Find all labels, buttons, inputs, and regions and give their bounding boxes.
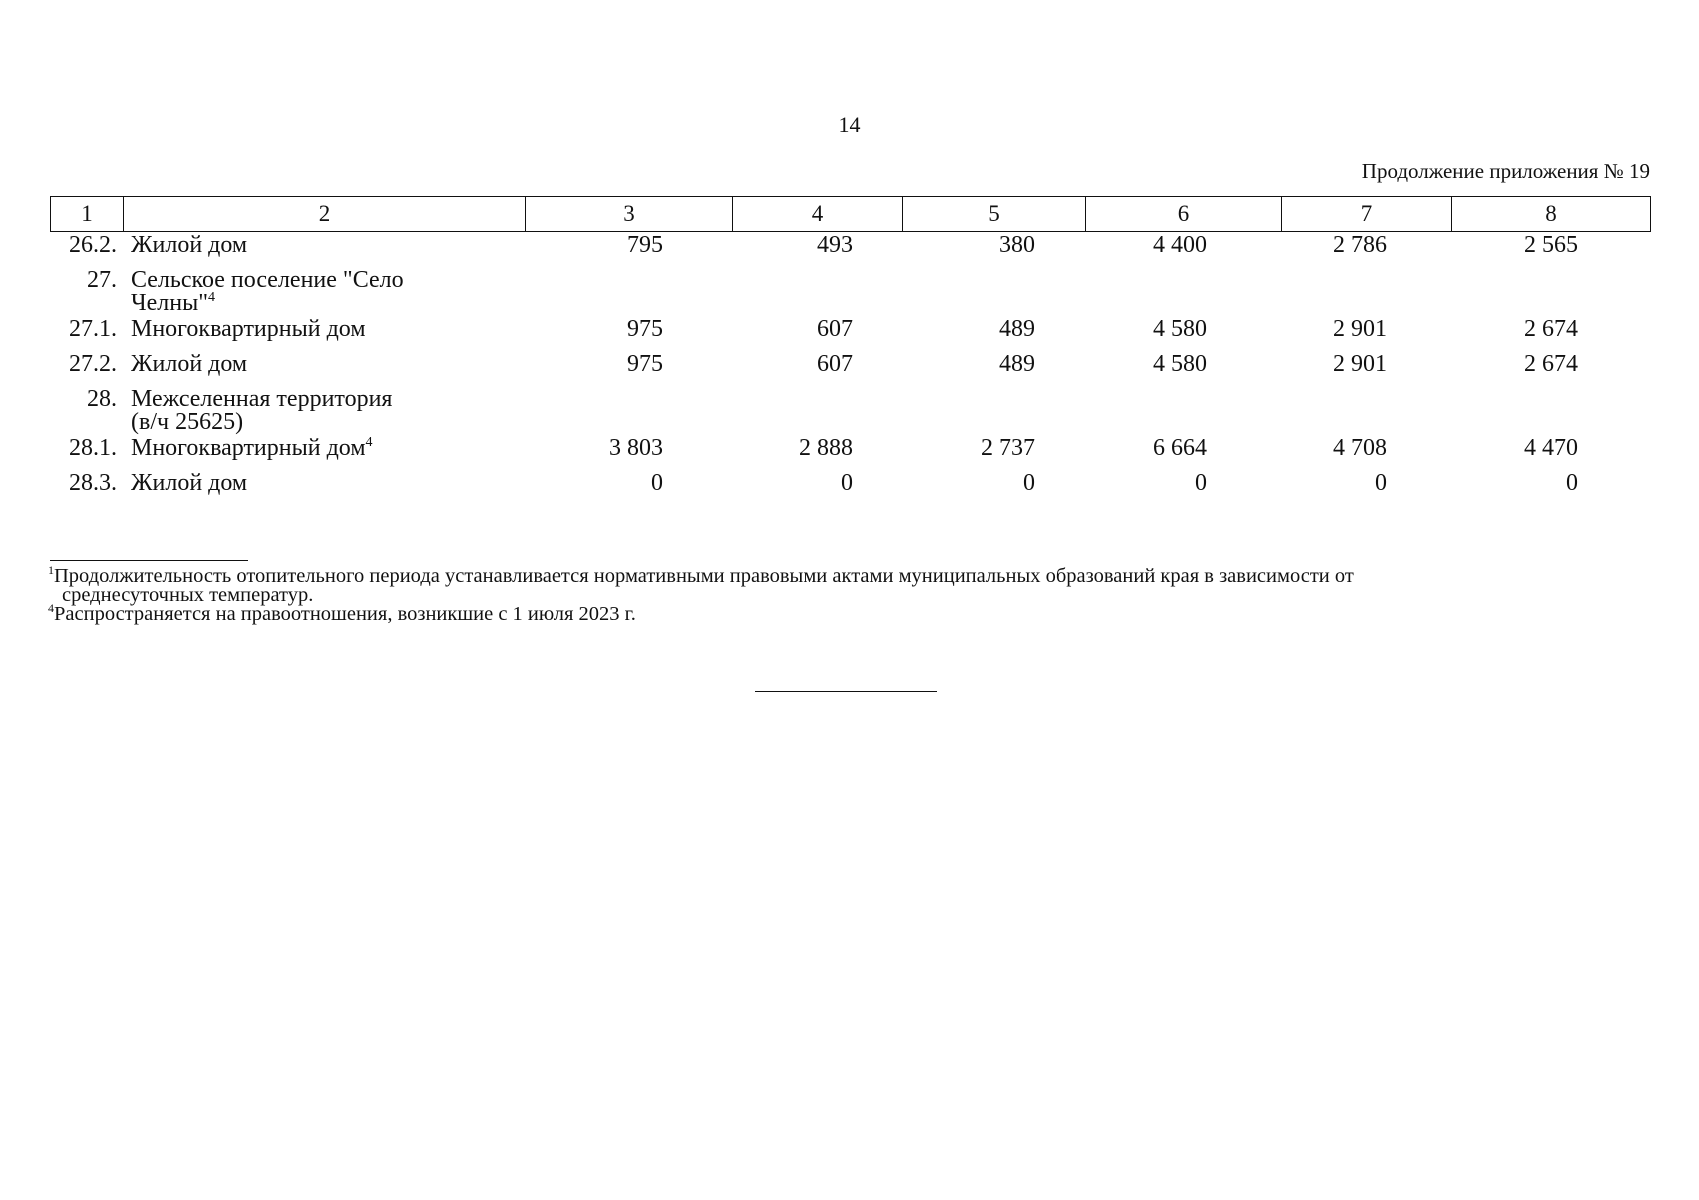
value-cell: 489 bbox=[999, 351, 1035, 377]
table-row bbox=[50, 234, 1650, 269]
header-cell: 4 bbox=[733, 197, 903, 232]
row-number: 28.3. bbox=[69, 470, 117, 496]
row-name-line: Многоквартирный дом bbox=[131, 435, 366, 461]
header-cell: 8 bbox=[1452, 197, 1651, 232]
row-name-line: Сельское поселение "Село bbox=[131, 267, 404, 293]
value-cell bbox=[525, 269, 732, 318]
table-row bbox=[50, 472, 1650, 507]
footnotes bbox=[48, 563, 1650, 625]
value-cell: 2 786 bbox=[1333, 232, 1387, 258]
value-cell: 380 bbox=[999, 232, 1035, 258]
header-cell: 6 bbox=[1086, 197, 1282, 232]
row-number: 27.2. bbox=[69, 351, 117, 377]
value-cell: 2 565 bbox=[1524, 232, 1578, 258]
data-table bbox=[50, 234, 1650, 507]
value-cell: 975 bbox=[627, 316, 663, 342]
value-cell bbox=[902, 388, 1085, 437]
row-number: 26.2. bbox=[69, 232, 117, 258]
table-body bbox=[50, 234, 1650, 507]
footnote-mark: 4 bbox=[48, 601, 54, 616]
value-cell: 2 674 bbox=[1524, 351, 1578, 377]
row-name bbox=[123, 234, 525, 269]
table-row bbox=[50, 318, 1650, 353]
value-cell: 4 400 bbox=[1153, 232, 1207, 258]
row-name-line: Жилой дом bbox=[131, 351, 248, 377]
header-cell: 1 bbox=[51, 197, 124, 232]
value-cell: 607 bbox=[817, 351, 853, 377]
footnote-text: Продолжительность отопительного периода устанавливается нормативными правовыми актами муниципальных образований края в зависимости от bbox=[54, 565, 1354, 587]
row-name-line: Многоквартирный дом bbox=[131, 316, 366, 342]
value-cell bbox=[1085, 388, 1281, 437]
value-cell: 0 bbox=[1023, 470, 1035, 496]
row-name-line: Межселенная территория bbox=[131, 386, 393, 412]
end-of-document-rule bbox=[755, 691, 937, 692]
row-name bbox=[123, 472, 525, 507]
value-cell: 3 803 bbox=[609, 435, 663, 461]
row-name bbox=[123, 437, 525, 472]
value-cell bbox=[1451, 388, 1650, 437]
value-cell: 6 664 bbox=[1153, 435, 1207, 461]
value-cell: 0 bbox=[1375, 470, 1387, 496]
value-cell bbox=[902, 269, 1085, 318]
header-cell: 3 bbox=[526, 197, 733, 232]
row-number: 28. bbox=[87, 386, 117, 412]
value-cell: 493 bbox=[817, 232, 853, 258]
footnote-text: Распространяется на правоотношения, возникшие с 1 июля 2023 г. bbox=[54, 603, 636, 625]
footnote-1-continuation: среднесуточных температур. bbox=[62, 584, 314, 606]
value-cell: 4 580 bbox=[1153, 316, 1207, 342]
value-cell: 0 bbox=[1566, 470, 1578, 496]
value-cell: 2 901 bbox=[1333, 316, 1387, 342]
table-row bbox=[50, 437, 1650, 472]
header-cell: 5 bbox=[903, 197, 1086, 232]
value-cell bbox=[1281, 269, 1451, 318]
value-cell bbox=[1451, 269, 1650, 318]
value-cell: 975 bbox=[627, 351, 663, 377]
appendix-continuation-note: Продолжение приложения № 19 bbox=[1361, 159, 1650, 183]
footnote-reference: 4 bbox=[208, 290, 215, 305]
value-cell bbox=[1281, 388, 1451, 437]
value-cell bbox=[1085, 269, 1281, 318]
table-row bbox=[50, 388, 1650, 437]
row-name bbox=[123, 388, 525, 437]
footnote-mark: 1 bbox=[48, 563, 54, 578]
value-cell bbox=[732, 388, 902, 437]
table-row bbox=[50, 353, 1650, 388]
row-name bbox=[123, 269, 525, 318]
row-name-line: (в/ч 25625) bbox=[131, 409, 244, 435]
row-name bbox=[123, 353, 525, 388]
row-name-line: Жилой дом bbox=[131, 232, 248, 258]
table-header bbox=[50, 196, 1651, 232]
value-cell bbox=[732, 269, 902, 318]
row-number: 27.1. bbox=[69, 316, 117, 342]
row-number: 28.1. bbox=[69, 435, 117, 461]
value-cell bbox=[525, 388, 732, 437]
value-cell: 4 580 bbox=[1153, 351, 1207, 377]
header-cell: 7 bbox=[1282, 197, 1452, 232]
value-cell: 0 bbox=[1195, 470, 1207, 496]
value-cell: 2 901 bbox=[1333, 351, 1387, 377]
value-cell: 4 470 bbox=[1524, 435, 1578, 461]
footnote-4 bbox=[48, 601, 1650, 625]
value-cell: 607 bbox=[817, 316, 853, 342]
value-cell: 0 bbox=[841, 470, 853, 496]
row-number: 27. bbox=[87, 267, 117, 293]
value-cell: 2 737 bbox=[981, 435, 1035, 461]
value-cell: 2 888 bbox=[799, 435, 853, 461]
row-name-line: Жилой дом bbox=[131, 470, 248, 496]
value-cell: 4 708 bbox=[1333, 435, 1387, 461]
value-cell: 2 674 bbox=[1524, 316, 1578, 342]
value-cell: 0 bbox=[651, 470, 663, 496]
value-cell: 489 bbox=[999, 316, 1035, 342]
value-cell: 795 bbox=[627, 232, 663, 258]
row-name-line: Челны" bbox=[131, 290, 208, 316]
row-name bbox=[123, 318, 525, 353]
footnote-reference: 4 bbox=[365, 435, 373, 450]
table-row bbox=[50, 269, 1650, 318]
page-number: 14 bbox=[838, 112, 861, 137]
header-row bbox=[51, 197, 1651, 232]
header-cell: 2 bbox=[124, 197, 526, 232]
footnote-separator bbox=[50, 560, 248, 561]
